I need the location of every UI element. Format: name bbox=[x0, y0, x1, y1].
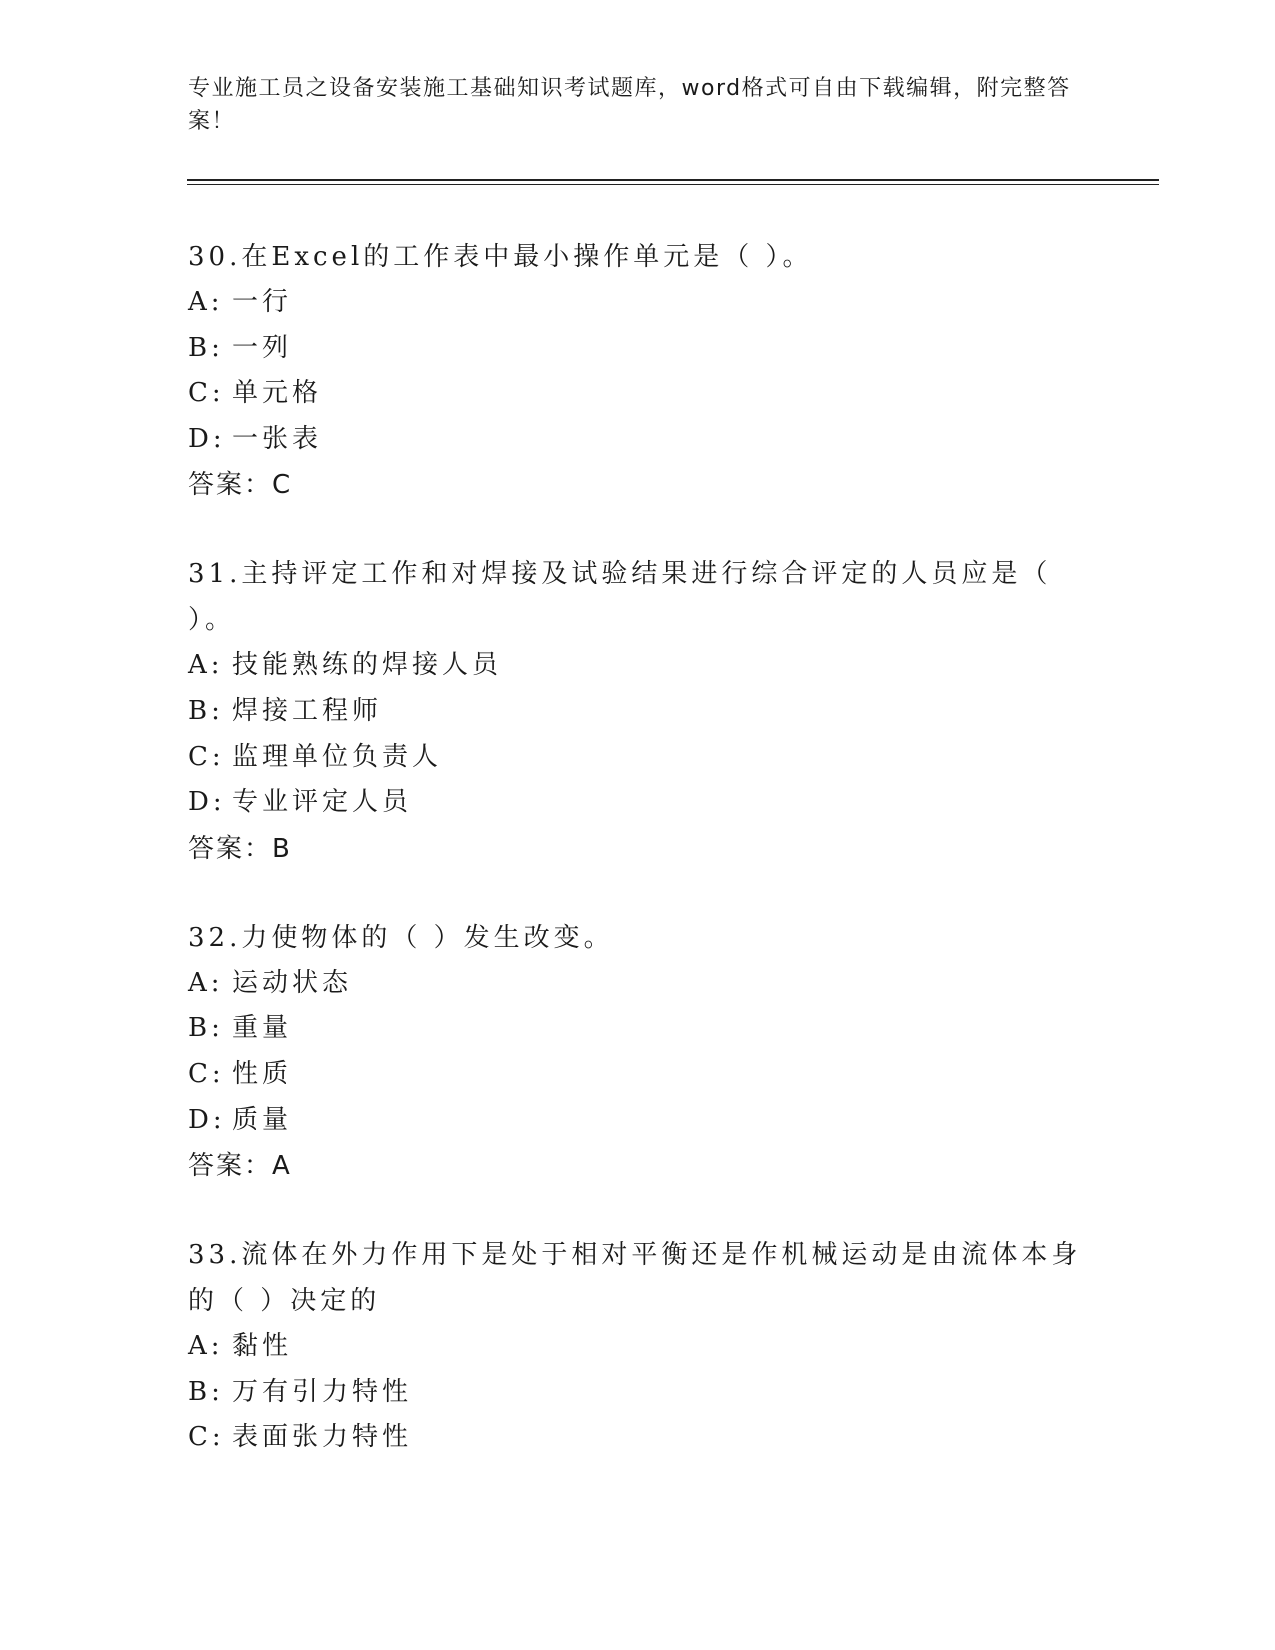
option-a bbox=[188, 280, 1088, 326]
question-title: 32.力使物体的（ ）发生改变。 bbox=[188, 922, 614, 953]
option-key: A: bbox=[188, 287, 224, 317]
option-key: C: bbox=[188, 741, 225, 772]
option-text: 监理单位负责人 bbox=[232, 741, 443, 772]
question-title: 30.在Excel的工作表中最小操作单元是（ ）。 bbox=[188, 242, 813, 272]
option-key: B: bbox=[188, 695, 224, 726]
option-a bbox=[188, 1324, 1088, 1370]
option-key: B: bbox=[188, 332, 224, 363]
question-title: 31.主持评定工作和对焊接及试验结果进行综合评定的人员应是（ ）。 bbox=[188, 559, 1052, 636]
option-text: 性质 bbox=[232, 1058, 293, 1089]
option-c bbox=[188, 1052, 1088, 1098]
option-key: B: bbox=[188, 1013, 224, 1044]
question-30 bbox=[188, 234, 1088, 508]
header-divider-thick bbox=[187, 179, 1159, 181]
option-text: 专业评定人员 bbox=[232, 787, 413, 818]
option-c bbox=[188, 1415, 1088, 1461]
document-header: 专业施工员之设备安装施工基础知识考试题库，word格式可自由下载编辑，附完整答案！ bbox=[188, 76, 1071, 134]
option-key: D: bbox=[188, 787, 226, 818]
answer-line: 答案：B bbox=[188, 833, 292, 864]
option-text: 运动状态 bbox=[232, 967, 353, 998]
option-c bbox=[188, 735, 1088, 781]
question-title: 33.流体在外力作用下是处于相对平衡还是作机械运动是由流体本身的（ ）决定的 bbox=[188, 1240, 1082, 1317]
option-text: 焊接工程师 bbox=[232, 695, 383, 726]
option-b bbox=[188, 1370, 1088, 1416]
option-a bbox=[188, 961, 1088, 1007]
question-list bbox=[188, 234, 1088, 1504]
option-b bbox=[188, 689, 1088, 735]
option-key: C: bbox=[188, 1058, 225, 1089]
question-33 bbox=[188, 1232, 1088, 1461]
option-c bbox=[188, 371, 1088, 417]
answer-line: 答案：C bbox=[188, 470, 293, 501]
option-key: D: bbox=[188, 1104, 226, 1135]
option-b bbox=[188, 1006, 1088, 1052]
option-d bbox=[188, 780, 1088, 826]
option-d bbox=[188, 1098, 1088, 1144]
option-text: 万有引力特性 bbox=[232, 1376, 413, 1407]
option-text: 表面张力特性 bbox=[232, 1422, 413, 1453]
option-text: 黏性 bbox=[232, 1331, 293, 1362]
option-text: 一列 bbox=[232, 332, 293, 363]
option-text: 质量 bbox=[232, 1104, 293, 1135]
option-key: A: bbox=[188, 1331, 224, 1362]
option-text: 重量 bbox=[232, 1013, 293, 1044]
question-31 bbox=[188, 551, 1088, 871]
option-key: C: bbox=[188, 1422, 225, 1453]
option-text: 一张表 bbox=[232, 423, 323, 454]
option-key: A: bbox=[188, 967, 224, 998]
option-key: C: bbox=[188, 378, 225, 409]
option-text: 一行 bbox=[232, 287, 293, 317]
option-key: B: bbox=[188, 1376, 224, 1407]
option-a bbox=[188, 643, 1088, 689]
option-key: D: bbox=[188, 423, 226, 454]
header-divider-thin bbox=[187, 184, 1159, 185]
answer-line: 答案：A bbox=[188, 1151, 292, 1182]
option-b bbox=[188, 326, 1088, 372]
option-key: A: bbox=[188, 650, 224, 681]
question-32 bbox=[188, 915, 1088, 1189]
option-text: 单元格 bbox=[232, 378, 323, 409]
option-d bbox=[188, 417, 1088, 463]
option-text: 技能熟练的焊接人员 bbox=[232, 650, 503, 681]
